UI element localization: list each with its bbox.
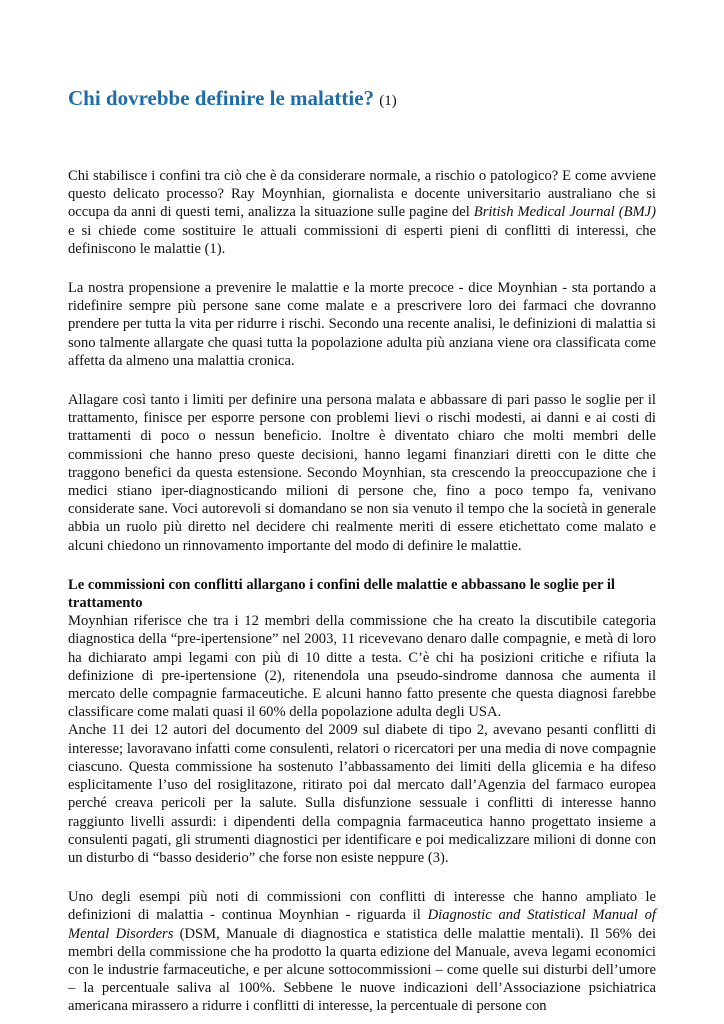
journal-name: British Medical Journal (BMJ) (473, 204, 656, 221)
title-reference: (1) (379, 93, 397, 109)
dsm-title: Diagnostic and Statistical Manual of Mental Disorders (68, 907, 656, 942)
paragraph-pre-hypertension: Moynhian riferisce che tra i 12 membri della commissione che ha creato la discutibile categoria diagnostica della “pre-ipertensione” nel 2003, 11 ricevevano denaro dalle compagnie, e metà di loro ha dichiarato ampi legami con più di 10 ditte a testa. C’è chi ha posizioni critiche e rifiuta la definizione di pre-ipertensione (2), ritenendola una pseudo-sindrome dannosa che aumenta il mercato delle compagnie farmaceutiche. E alcuni hanno fatto presente che questa diagnosi farebbe classificare come malati quasi il 60% della popolazione adulta degli USA. (68, 613, 656, 721)
paragraph-limits: Allagare così tanto i limiti per definire una persona malata e abbassare di pari passo le soglie per il trattamento, finisce per esporre persone con problemi lievi o rischi modesti, ai danni e ai costi di trattamenti di poco o nessun beneficio. Inoltre è diventato chiaro che molti membri delle commissioni che hanno preso queste decisioni, hanno legami finanziari diretti con le ditte che traggono benefici da questa estensione. Secondo Moynhian, sta crescendo la preoccupazione che i medici stiano iper-diagnosticando milioni di persone che, fino a poco tempo fa, venivano considerate sane. Voci autorevoli si domandano se non sia venuto il tempo che la società in generale abbia un ruolo più diretto nel decidere chi realmente meriti di essere etichettato come malato e alcuni chiedono un rinnovamento importante del modo di definire le malattie. (68, 392, 656, 554)
section-heading: Le commissioni con conflitti allargano i confini delle malattie e abbassano le soglie per il trattamento (68, 576, 615, 612)
paragraph-diabetes: Anche 11 dei 12 autori del documento del 2009 sul diabete di tipo 2, avevano pesanti conflitti di interesse; lavoravano infatti come consulenti, relatori o ricercatori per una media di nove compagnie ciascuno. Questa commissione ha sostenuto l’abbassamento dei limiti della glicemia e ha difeso esplicitamente l’uso del rosiglitazone, ritirato poi dal mercato dall’Agenzia del farmaco europea perché creava pericoli per la salute. Sulla disfunzione sessuale i conflitti di interesse hanno raggiunto livelli assurdi: i dipendenti della compagnia farmaceutica hanno progettato insieme a consulenti pagati, gli strumenti diagnostici per identificare e poi medicalizzare milioni di donne con un disturbo di “basso desiderio” che forse non esiste neppure (3). (68, 722, 656, 866)
paragraph-dsm-part1: Uno degli esempi più noti di commissioni con conflitti di interesse che hanno ampliato le definizioni di malattia - continua Moynhian - riguarda il (68, 889, 656, 924)
paragraph-intro (68, 167, 656, 258)
paragraph-dsm (68, 888, 656, 1015)
paragraph-dsm-part2: (DSM, Manuale di diagnostica e statistica delle malattie mentali). Il 56% dei membri della commissione che ha prodotto la quarta edizione del Manuale, aveva legami economici con le industrie farmaceutiche, e per alcune sottocommissioni – come quelle sui disturbi dell’umore – la percentuale saliva al 100%. Sebbene le nuove indicazioni dell’Associazione psichiatrica americana mirassero a ridurre i conflitti di interesse, la percentuale di persone con (68, 925, 656, 1015)
paragraph-intro-part2: e si chiede come sostituire le attuali commissioni di esperti pieni di conflitti di interessi, che definiscono le malattie (1). (68, 222, 656, 257)
article-title-text: Chi dovrebbe definire le malattie? (68, 86, 375, 110)
paragraph-prevention: La nostra propensione a prevenire le malattie e la morte precoce - dice Moynhian - sta portando a ridefinire sempre più persone sane come malate e a prescrivere loro dei farmaci che dovranno prendere per tutta la vita per ridurre i rischi. Secondo una recente analisi, le definizioni di malattia si sono talmente allargate che quasi tutta la popolazione adulta più anziana viene ora classificata come affetta da almeno una malattia cronica. (68, 280, 656, 369)
article-title (68, 86, 656, 113)
paragraph-intro-part1: Chi stabilisce i confini tra ciò che è da considerare normale, a rischio o patologico? E come avviene questo delicato processo? Ray Moynhian, giornalista e docente universitario australiano che si occupa da anni di questi temi, analizza la situazione sulle pagine del (68, 168, 656, 221)
